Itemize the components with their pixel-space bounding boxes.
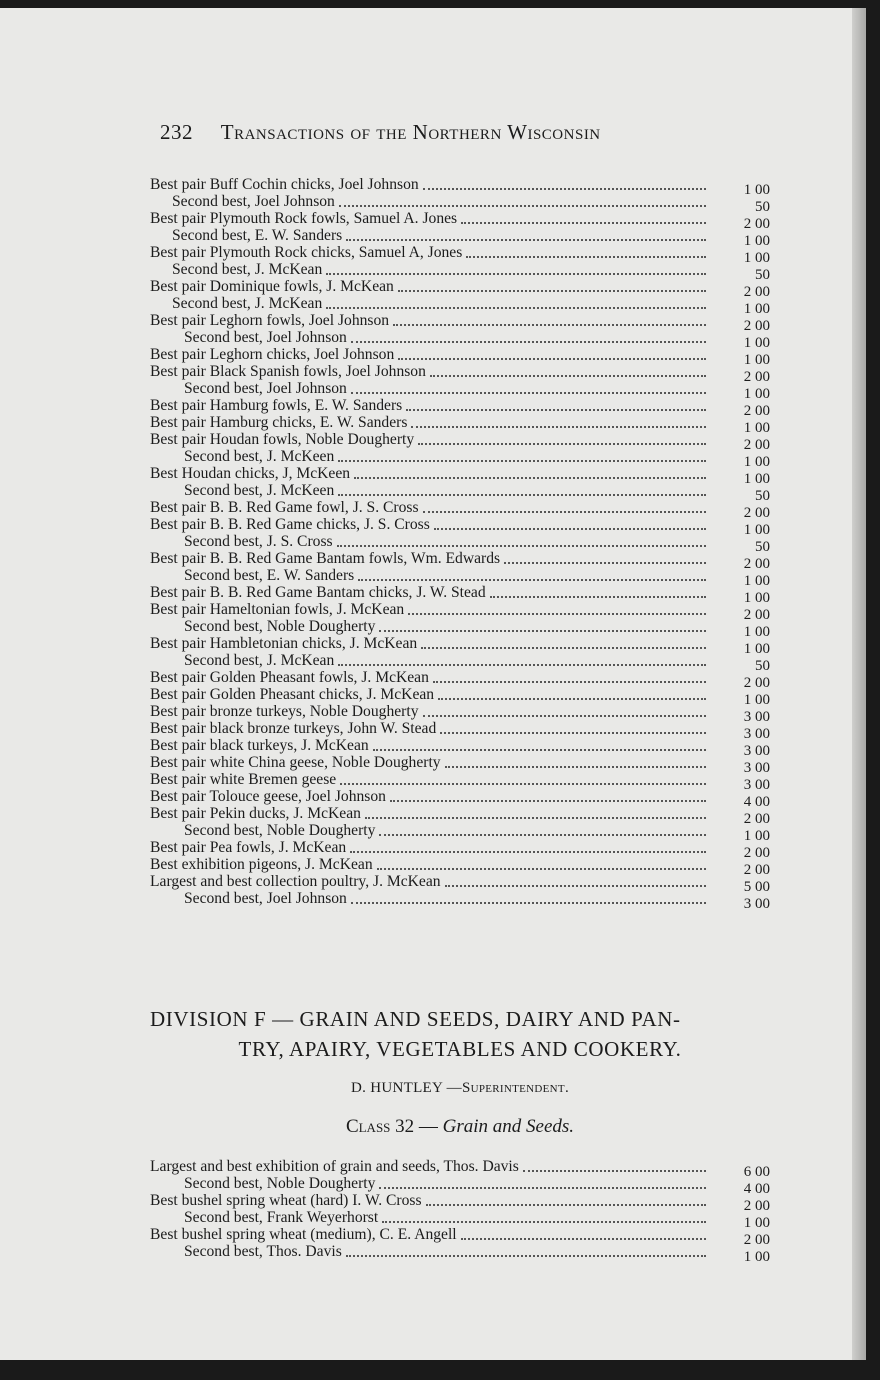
superintendent-role: Superintendent. bbox=[461, 1080, 569, 1096]
superintendent-line bbox=[150, 1080, 770, 1097]
entry-label: Best pair Houdan fowls, Noble Dougherty bbox=[150, 431, 415, 448]
premium-entry bbox=[150, 533, 770, 555]
dot-leader bbox=[377, 868, 706, 870]
entry-label: Best pair bronze turkeys, Noble Dougherty bbox=[150, 703, 419, 720]
grain-premium-list bbox=[150, 1158, 770, 1265]
entry-label: Second best, Joel Johnson bbox=[184, 890, 347, 907]
premium-entry bbox=[150, 584, 770, 606]
entry-label: Best bushel spring wheat (hard) I. W. Cross bbox=[150, 1192, 422, 1209]
entry-amount: 1 00 bbox=[743, 301, 770, 317]
dot-leader bbox=[398, 290, 706, 292]
premium-entry bbox=[150, 754, 770, 776]
premium-entry bbox=[150, 1226, 770, 1248]
entry-amount: 4 00 bbox=[743, 1181, 770, 1197]
entry-amount: 1 00 bbox=[743, 522, 770, 538]
entry-label: Best pair Tolouce geese, Joel Johnson bbox=[150, 788, 386, 805]
premium-entry bbox=[150, 312, 770, 334]
entry-label: Best pair Pea fowls, J. McKean bbox=[150, 839, 347, 856]
entry-amount: 2 00 bbox=[743, 505, 770, 521]
entry-amount: 2 00 bbox=[743, 556, 770, 572]
entry-label: Best pair B. B. Red Game Bantam chicks, J. W. Stead bbox=[150, 584, 486, 601]
entry-amount: 1 00 bbox=[743, 250, 770, 266]
division-heading bbox=[150, 1004, 770, 1064]
premium-entry bbox=[150, 295, 770, 317]
entry-amount: 3 00 bbox=[743, 726, 770, 742]
premium-entry bbox=[150, 329, 770, 351]
premium-entry bbox=[150, 839, 770, 861]
entry-label: Best pair Golden Pheasant fowls, J. McKean bbox=[150, 669, 429, 686]
dot-leader bbox=[382, 1221, 706, 1223]
entry-amount: 50 bbox=[755, 658, 770, 674]
dot-leader bbox=[421, 647, 706, 649]
dot-leader bbox=[504, 562, 706, 564]
dot-leader bbox=[358, 579, 706, 581]
premium-entry bbox=[150, 1243, 770, 1265]
dot-leader bbox=[523, 1170, 706, 1172]
dot-leader bbox=[398, 358, 706, 360]
entry-amount: 1 00 bbox=[743, 352, 770, 368]
entry-amount: 1 00 bbox=[743, 590, 770, 606]
dot-leader bbox=[440, 732, 706, 734]
premium-entry bbox=[150, 244, 770, 266]
dot-leader bbox=[490, 596, 706, 598]
premium-entry bbox=[150, 363, 770, 385]
entry-amount: 1 00 bbox=[743, 454, 770, 470]
dot-leader bbox=[326, 273, 706, 275]
entry-label: Second best, Joel Johnson bbox=[184, 329, 347, 346]
dot-leader bbox=[411, 426, 706, 428]
entry-amount: 1 00 bbox=[743, 471, 770, 487]
premium-entry bbox=[150, 635, 770, 657]
dot-leader bbox=[408, 613, 706, 615]
premium-entry bbox=[150, 737, 770, 759]
premium-entry bbox=[150, 805, 770, 827]
premium-entry bbox=[150, 516, 770, 538]
premium-entry bbox=[150, 703, 770, 725]
entry-amount: 1 00 bbox=[743, 335, 770, 351]
entry-amount: 2 00 bbox=[743, 403, 770, 419]
premium-entry bbox=[150, 278, 770, 300]
entry-label: Best pair B. B. Red Game Bantam fowls, Wm. Edwards bbox=[150, 550, 501, 567]
entry-label: Best pair black turkeys, J. McKean bbox=[150, 737, 369, 754]
premium-entry bbox=[150, 448, 770, 470]
entry-label: Best pair Hambletonian chicks, J. McKean bbox=[150, 635, 418, 652]
entry-label: Best bushel spring wheat (medium), C. E. Angell bbox=[150, 1226, 457, 1243]
entry-label: Best pair Dominique fowls, J. McKean bbox=[150, 278, 394, 295]
entry-amount: 1 00 bbox=[743, 692, 770, 708]
entry-label: Best pair B. B. Red Game fowl, J. S. Cross bbox=[150, 499, 419, 516]
premium-entry bbox=[150, 431, 770, 453]
dot-leader bbox=[326, 307, 706, 309]
entry-label: Best pair Plymouth Rock fowls, Samuel A. Jones bbox=[150, 210, 458, 227]
entry-amount: 2 00 bbox=[743, 369, 770, 385]
dot-leader bbox=[406, 409, 706, 411]
dot-leader bbox=[338, 494, 706, 496]
premium-entry bbox=[150, 669, 770, 691]
entry-label: Second best, Frank Weyerhorst bbox=[184, 1209, 379, 1226]
entry-label: Best pair Buff Cochin chicks, Joel Johnson bbox=[150, 176, 419, 193]
class-name: Grain and Seeds. bbox=[442, 1116, 575, 1137]
dot-leader bbox=[379, 630, 706, 632]
entry-amount: 1 00 bbox=[743, 1249, 770, 1265]
entry-amount: 50 bbox=[755, 539, 770, 555]
running-header bbox=[160, 120, 720, 145]
entry-amount: 2 00 bbox=[743, 811, 770, 827]
class-heading bbox=[150, 1116, 770, 1138]
entry-label: Best pair B. B. Red Game chicks, J. S. Cross bbox=[150, 516, 430, 533]
dot-leader bbox=[466, 256, 706, 258]
entry-label: Best pair black bronze turkeys, John W. Stead bbox=[150, 720, 437, 737]
premium-entry bbox=[150, 465, 770, 487]
dot-leader bbox=[426, 1204, 706, 1206]
dot-leader bbox=[337, 545, 706, 547]
premium-entry bbox=[150, 567, 770, 589]
dot-leader bbox=[346, 239, 706, 241]
premium-entry bbox=[150, 720, 770, 742]
entry-label: Best pair Hamburg chicks, E. W. Sanders bbox=[150, 414, 408, 431]
entry-amount: 2 00 bbox=[743, 1198, 770, 1214]
premium-entry bbox=[150, 210, 770, 232]
premium-entry bbox=[150, 618, 770, 640]
entry-amount: 50 bbox=[755, 199, 770, 215]
premium-entry bbox=[150, 227, 770, 249]
dot-leader bbox=[430, 375, 706, 377]
dot-leader bbox=[351, 341, 706, 343]
entry-label: Largest and best exhibition of grain and seeds, Thos. Davis bbox=[150, 1158, 519, 1175]
premium-entry bbox=[150, 873, 770, 895]
entry-label: Second best, J. McKean bbox=[172, 261, 323, 278]
running-title: Transactions of the Northern Wisconsin bbox=[220, 120, 601, 144]
dot-leader bbox=[338, 460, 706, 462]
dot-leader bbox=[350, 851, 706, 853]
superintendent-dash: — bbox=[446, 1080, 462, 1096]
entry-amount: 1 00 bbox=[743, 1215, 770, 1231]
division-heading-line-1: DIVISION F — GRAIN AND SEEDS, DAIRY AND PAN- bbox=[150, 1007, 681, 1031]
entry-label: Best pair Hamburg fowls, E. W. Sanders bbox=[150, 397, 403, 414]
entry-label: Second best, Noble Dougherty bbox=[184, 822, 376, 839]
premium-entry bbox=[150, 414, 770, 436]
dot-leader bbox=[423, 715, 707, 717]
entry-amount: 3 00 bbox=[743, 896, 770, 912]
dot-leader bbox=[340, 783, 706, 785]
entry-label: Best pair Leghorn chicks, Joel Johnson bbox=[150, 346, 395, 363]
dot-leader bbox=[351, 392, 706, 394]
dot-leader bbox=[461, 222, 706, 224]
entry-amount: 1 00 bbox=[743, 233, 770, 249]
entry-label: Best pair white Bremen geese bbox=[150, 771, 337, 788]
entry-label: Second best, J. McKean bbox=[172, 295, 323, 312]
dot-leader bbox=[346, 1255, 706, 1257]
page-number: 232 bbox=[160, 120, 193, 144]
premium-entry bbox=[150, 499, 770, 521]
dot-leader bbox=[418, 443, 706, 445]
entry-label: Largest and best collection poultry, J. McKean bbox=[150, 873, 441, 890]
entry-amount: 3 00 bbox=[743, 743, 770, 759]
dot-leader bbox=[445, 885, 706, 887]
entry-amount: 3 00 bbox=[743, 777, 770, 793]
dot-leader bbox=[433, 681, 706, 683]
entry-label: Second best, E. W. Sanders bbox=[172, 227, 343, 244]
entry-label: Second best, Joel Johnson bbox=[172, 193, 335, 210]
dot-leader bbox=[390, 800, 706, 802]
scan-border bbox=[0, 1360, 880, 1380]
dot-leader bbox=[354, 477, 706, 479]
entry-label: Second best, J. S. Cross bbox=[184, 533, 333, 550]
entry-label: Best Houdan chicks, J, McKeen bbox=[150, 465, 351, 482]
entry-label: Second best, Noble Dougherty bbox=[184, 618, 376, 635]
entry-label: Second best, Joel Johnson bbox=[184, 380, 347, 397]
entry-amount: 6 00 bbox=[743, 1164, 770, 1180]
entry-amount: 1 00 bbox=[743, 624, 770, 640]
superintendent-name: D. HUNTLEY bbox=[351, 1080, 443, 1096]
entry-label: Second best, Thos. Davis bbox=[184, 1243, 342, 1260]
entry-amount: 50 bbox=[755, 267, 770, 283]
entry-amount: 1 00 bbox=[743, 386, 770, 402]
premium-entry bbox=[150, 1192, 770, 1214]
dot-leader bbox=[373, 749, 706, 751]
entry-label: Best pair Golden Pheasant chicks, J. McKean bbox=[150, 686, 435, 703]
dot-leader bbox=[393, 324, 706, 326]
entry-amount: 1 00 bbox=[743, 420, 770, 436]
entry-amount: 50 bbox=[755, 488, 770, 504]
premium-entry bbox=[150, 1175, 770, 1197]
premium-entry bbox=[150, 397, 770, 419]
premium-entry bbox=[150, 1209, 770, 1231]
premium-entry bbox=[150, 652, 770, 674]
dot-leader bbox=[379, 1187, 706, 1189]
book-page bbox=[0, 8, 866, 1360]
dot-leader bbox=[339, 205, 706, 207]
entry-label: Second best, J. McKeen bbox=[184, 448, 335, 465]
entry-amount: 2 00 bbox=[743, 216, 770, 232]
entry-amount: 3 00 bbox=[743, 709, 770, 725]
entry-label: Best pair Hameltonian fowls, J. McKean bbox=[150, 601, 405, 618]
entry-label: Best pair Black Spanish fowls, Joel Johnson bbox=[150, 363, 426, 380]
entry-amount: 1 00 bbox=[743, 641, 770, 657]
entry-label: Best pair Pekin ducks, J. McKean bbox=[150, 805, 361, 822]
dot-leader bbox=[365, 817, 706, 819]
entry-label: Best exhibition pigeons, J. McKean bbox=[150, 856, 373, 873]
premium-entry bbox=[150, 822, 770, 844]
entry-amount: 4 00 bbox=[743, 794, 770, 810]
premium-entry bbox=[150, 686, 770, 708]
division-heading-line-2: TRY, APAIRY, VEGETABLES AND COOKERY. bbox=[238, 1037, 682, 1061]
entry-amount: 2 00 bbox=[743, 284, 770, 300]
dot-leader bbox=[461, 1238, 706, 1240]
premium-entry bbox=[150, 261, 770, 283]
premium-entry bbox=[150, 788, 770, 810]
premium-entry bbox=[150, 176, 770, 198]
entry-amount: 2 00 bbox=[743, 675, 770, 691]
entry-label: Best pair Plymouth Rock chicks, Samuel A, Jones bbox=[150, 244, 463, 261]
entry-label: Best pair Leghorn fowls, Joel Johnson bbox=[150, 312, 390, 329]
dot-leader bbox=[423, 511, 706, 513]
entry-amount: 5 00 bbox=[743, 879, 770, 895]
premium-entry bbox=[150, 601, 770, 623]
dot-leader bbox=[351, 902, 706, 904]
entry-amount: 2 00 bbox=[743, 318, 770, 334]
premium-entry bbox=[150, 856, 770, 878]
entry-amount: 2 00 bbox=[743, 862, 770, 878]
entry-amount: 1 00 bbox=[743, 182, 770, 198]
entry-label: Second best, J. McKean bbox=[184, 652, 335, 669]
dot-leader bbox=[434, 528, 706, 530]
entry-label: Second best, E. W. Sanders bbox=[184, 567, 355, 584]
dot-leader bbox=[445, 766, 706, 768]
entry-amount: 2 00 bbox=[743, 607, 770, 623]
premium-entry bbox=[150, 1158, 770, 1180]
poultry-premium-list bbox=[150, 176, 770, 912]
entry-label: Second best, J. McKeen bbox=[184, 482, 335, 499]
dot-leader bbox=[379, 834, 706, 836]
entry-amount: 1 00 bbox=[743, 828, 770, 844]
entry-amount: 1 00 bbox=[743, 573, 770, 589]
premium-entry bbox=[150, 550, 770, 572]
page-edge bbox=[852, 8, 866, 1360]
premium-entry bbox=[150, 193, 770, 215]
premium-entry bbox=[150, 346, 770, 368]
premium-entry bbox=[150, 771, 770, 793]
entry-amount: 2 00 bbox=[743, 845, 770, 861]
entry-amount: 2 00 bbox=[743, 437, 770, 453]
dot-leader bbox=[338, 664, 706, 666]
premium-entry bbox=[150, 380, 770, 402]
entry-amount: 3 00 bbox=[743, 760, 770, 776]
class-number: Class 32 — bbox=[345, 1116, 438, 1137]
premium-entry bbox=[150, 482, 770, 504]
entry-label: Second best, Noble Dougherty bbox=[184, 1175, 376, 1192]
entry-amount: 2 00 bbox=[743, 1232, 770, 1248]
dot-leader bbox=[438, 698, 706, 700]
premium-entry bbox=[150, 890, 770, 912]
entry-label: Best pair white China geese, Noble Dougherty bbox=[150, 754, 441, 771]
dot-leader bbox=[423, 188, 706, 190]
